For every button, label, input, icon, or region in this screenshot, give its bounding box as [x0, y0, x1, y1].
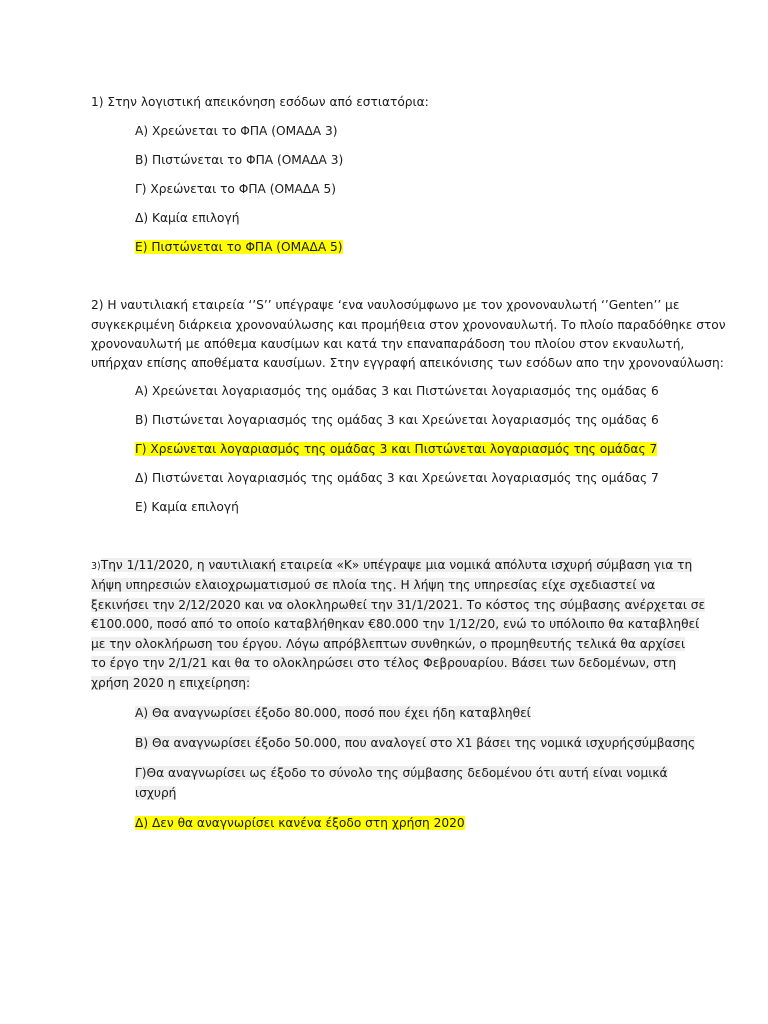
shaded-text: €100.000, ποσό από το οποίο καταβλήθηκαν €80.000 την 1/12/20, ενώ το υπόλοιπο θα καταβληθεί	[91, 617, 700, 631]
q3-question-line-6	[91, 656, 676, 671]
q3-question-line-7	[91, 676, 250, 691]
q2-option-a: Α) Χρεώνεται λογαριασμός της ομάδας 3 και Πιστώνεται λογαριασμός της ομάδας 6	[135, 384, 659, 398]
q3-option-d-answer	[135, 816, 465, 831]
q1-option-e-answer	[135, 240, 343, 255]
q1-option-a: Α) Χρεώνεται το ΦΠΑ (ΟΜΑΔΑ 3)	[135, 124, 338, 138]
answer-highlight: Δ) Δεν θα αναγνωρίσει κανένα έξοδο στη χρήση 2020	[135, 816, 465, 830]
q3-question-line-5	[91, 637, 685, 652]
shaded-text: Γ)Θα αναγνωρίσει ως έξοδο το σύνολο της σύμβασης δεδομένου ότι αυτή είναι νομικά	[135, 766, 668, 780]
q3-option-a	[135, 706, 531, 721]
shaded-text: το έργο την 2/1/21 και θα το ολοκληρώσει στο τέλος Φεβρουαρίου. Βάσει των δεδομένων, στη	[91, 656, 677, 670]
shaded-text: ισχυρή	[135, 786, 177, 800]
q3-question-first: Την 1/11/2020, η ναυτιλιακή εταιρεία «Κ» υπέγραψε μια νομικά απόλυτα ισχυρή σύμβαση για τη	[100, 558, 693, 572]
q3-option-c-line-2	[135, 786, 176, 801]
q2-question-line-3: χρονοναυλωτή με απόθεμα καυσίμων και κατά την επαναπαράδοση του πλοίου στον εκναυλωτή,	[91, 337, 685, 351]
shaded-text: με την ολοκλήρωση του έργου. Λόγω απρόβλεπτων συνθηκών, ο προμηθευτής τελικά θα αρχίσει	[91, 637, 686, 651]
answer-highlight: Ε) Πιστώνεται το ΦΠΑ (ΟΜΑΔΑ 5)	[135, 240, 343, 254]
q2-question-line-2: συγκεκριμένη διάρκεια χρονοναύλωσης και προμήθεια στον χρονοναυλωτή. Το πλοίο παραδόθηκε στον	[91, 318, 726, 332]
q3-question-line-3	[91, 598, 705, 613]
q2-question-line-4: υπήρχαν επίσης αποθέματα καυσίμων. Στην εγγραφή απεικόνισης των εσόδων απο την χρονοναύλωση:	[91, 356, 724, 370]
q2-option-d: Δ) Πιστώνεται λογαριασμός της ομάδας 3 και Χρεώνεται λογαριασμός της ομάδας 7	[135, 471, 659, 485]
q1-option-b: Β) Πιστώνεται το ΦΠΑ (ΟΜΑΔΑ 3)	[135, 153, 344, 167]
q3-option-c-line-1	[135, 766, 668, 781]
shaded-text: λήψη υπηρεσιών ελαιοχρωματισμού σε πλοία της. Η λήψη της υπηρεσίας είχε σχεδιαστεί να	[91, 578, 656, 592]
q2-question-line-1: 2) Η ναυτιλιακή εταιρεία ‘’S’’ υπέγραψε ‘ενα ναυλοσύμφωνο με τον χρονοναυλωτή ‘’Genten’’ με	[91, 298, 680, 312]
q3-question-line-2	[91, 578, 655, 593]
q3-option-b	[135, 736, 695, 751]
shaded-text: Α) Θα αναγνωρίσει έξοδο 80.000, ποσό που έχει ήδη καταβληθεί	[135, 706, 531, 720]
answer-highlight: Γ) Χρεώνεται λογαριασμός της ομάδας 3 και Πιστώνεται λογαριασμός της ομάδας 7	[135, 442, 658, 456]
shaded-text: ξεκινήσει την 2/12/2020 και να ολοκληρωθεί την 31/1/2021. Το κόστος της σύμβασης ανέρχεται σε	[91, 598, 706, 612]
shaded-text: Β) Θα αναγνωρίσει έξοδο 50.000, που αναλογεί στο Χ1 βάσει της νομικά ισχυρήςσύμβασης	[135, 736, 696, 750]
shaded-text: χρήση 2020 η επιχείρηση:	[91, 676, 251, 690]
q1-option-d: Δ) Καμία επιλογή	[135, 211, 240, 225]
q2-option-c-answer	[135, 442, 657, 457]
q2-option-b: Β) Πιστώνεται λογαριασμός της ομάδας 3 και Χρεώνεται λογαριασμός της ομάδας 6	[135, 413, 659, 427]
q1-question: 1) Στην λογιστική απεικόνηση εσόδων από εστιατόρια:	[91, 95, 429, 109]
q3-number: 3)	[91, 561, 101, 572]
q3-question-line-1	[91, 558, 692, 574]
q2-option-e: Ε) Καμία επιλογή	[135, 500, 239, 514]
q3-question-line-4	[91, 617, 699, 632]
q1-option-c: Γ) Χρεώνεται το ΦΠΑ (ΟΜΑΔΑ 5)	[135, 182, 336, 196]
